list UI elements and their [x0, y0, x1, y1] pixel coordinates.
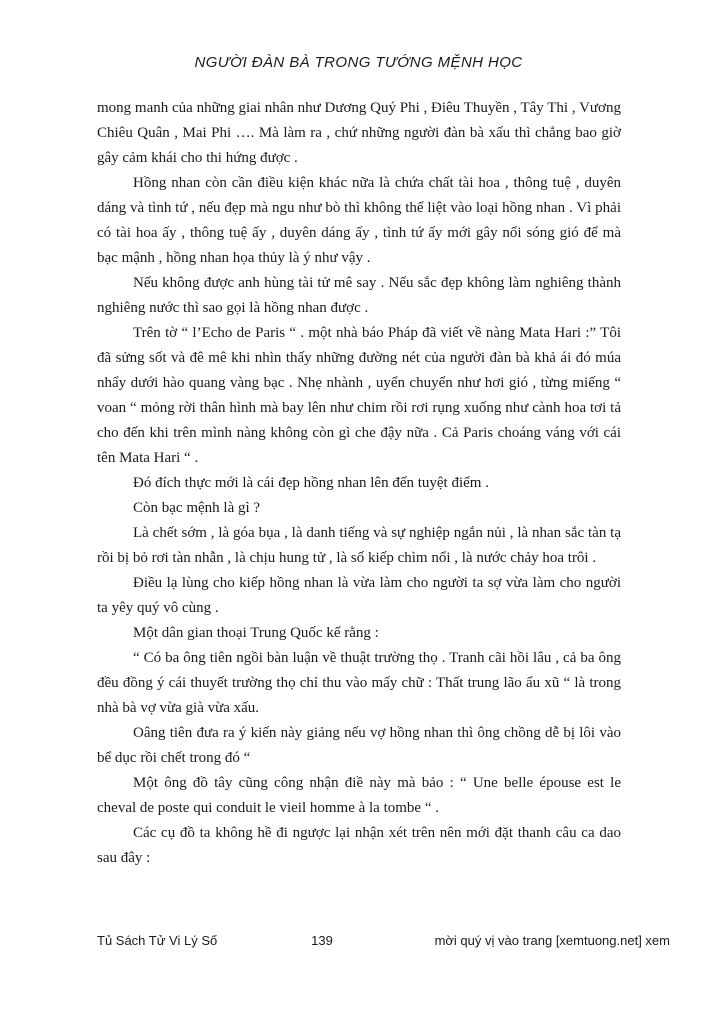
footer-series-name: Tủ Sách Tử Vi Lý Số — [97, 933, 218, 948]
footer-site-note: mời quý vị vào trang [xemtuong.net] xem — [434, 933, 670, 948]
paragraph: “ Có ba ông tiên ngồi bàn luận về thuật trường thọ . Tranh cãi hồi lâu , cả ba ông đều đồng ý cái thuyết trường thọ chỉ thu vào mấy chữ : Thất trung lão ẩu xũ “ là trong nhà bà vợ vừa già vừa xấu. — [97, 650, 621, 716]
paragraph: mong manh của những giai nhân như Dương Quý Phi , Điêu Thuyền , Tây Thi , Vương Chiêu Quân , Mai Phi …. Mà làm ra , chứ những người đàn bà xấu thì chẳng bao giờ gây cảm khái cho thi hứng được . — [97, 100, 621, 166]
paragraph: Còn bạc mệnh là gì ? — [133, 500, 261, 516]
paragraph: Trên tờ “ l’Echo de Paris “ . một nhà báo Pháp đã viết về nàng Mata Hari :” Tôi đã sửng sốt và đê mê khi nhìn thấy những đường nét của người đàn bà khả ái đó múa nhẩy dưới hào quang vàng bạc . Nhẹ nhành , uyển chuyển như hơi gió , từng miếng “ voan “ mỏng rời thân hình mà bay lên như chim rồi rơi rụng xuống như cành hoa tơi tả cho đến khi trên mình nàng không còn gì che đậy nữa . Cả Paris choáng váng với cái tên Mata Hari “ . — [97, 325, 621, 466]
paragraph: Đó đích thực mới là cái đẹp hồng nhan lên đến tuyệt điểm . — [133, 475, 489, 491]
footer-page-number: 139 — [311, 933, 333, 948]
paragraph: Một dân gian thoại Trung Quốc kể rằng : — [133, 625, 379, 641]
body-text — [97, 96, 621, 871]
page-footer — [0, 933, 717, 951]
paragraph: Nếu không được anh hùng tài tử mê say . Nếu sắc đẹp không làm nghiêng thành nghiêng nước thì sao gọi là hồng nhan được . — [97, 275, 621, 316]
paragraph: Các cụ đồ ta không hề đi ngược lại nhận xét trên nên mới đặt thanh câu ca dao sau đây : — [97, 825, 621, 866]
paragraph: Oâng tiên đưa ra ý kiến này giảng nếu vợ hồng nhan thì ông chồng dễ bị lôi vào bể dục rồi chết trong đó “ — [97, 725, 621, 766]
page-title: NGƯỜI ĐÀN BÀ TRONG TƯỚNG MỆNH HỌC — [194, 54, 523, 71]
paragraph: Là chết sớm , là góa bụa , là danh tiếng và sự nghiệp ngắn nủi , là nhan sắc tàn tạ rồi bị bỏ rơi tàn nhẫn , là chịu hung tử , là số kiếp chìm nổi , là nước chảy hoa trôi . — [97, 525, 621, 566]
paragraph: Một ông đồ tây cũng công nhận điề này mà bảo : “ Une belle épouse est le cheval de poste qui conduit le vieil homme à la tombe “ . — [97, 775, 621, 816]
paragraph: Điều lạ lùng cho kiếp hồng nhan là vừa làm cho người ta sợ vừa làm cho người ta yêy quý vô cùng . — [97, 575, 621, 616]
paragraph: Hồng nhan còn cần điều kiện khác nữa là chứa chất tài hoa , thông tuệ , duyên dáng và tình tứ , nếu đẹp mà ngu như bò thì không thể liệt vào loại hồng nhan . Vì phải có tài hoa ấy , thông tuệ ấy , duyên dáng ấy , tình tứ ấy mới gây nổi sóng gió để mà bạc mậnh , hồng nhan họa thủy là ý như vậy . — [97, 175, 621, 266]
